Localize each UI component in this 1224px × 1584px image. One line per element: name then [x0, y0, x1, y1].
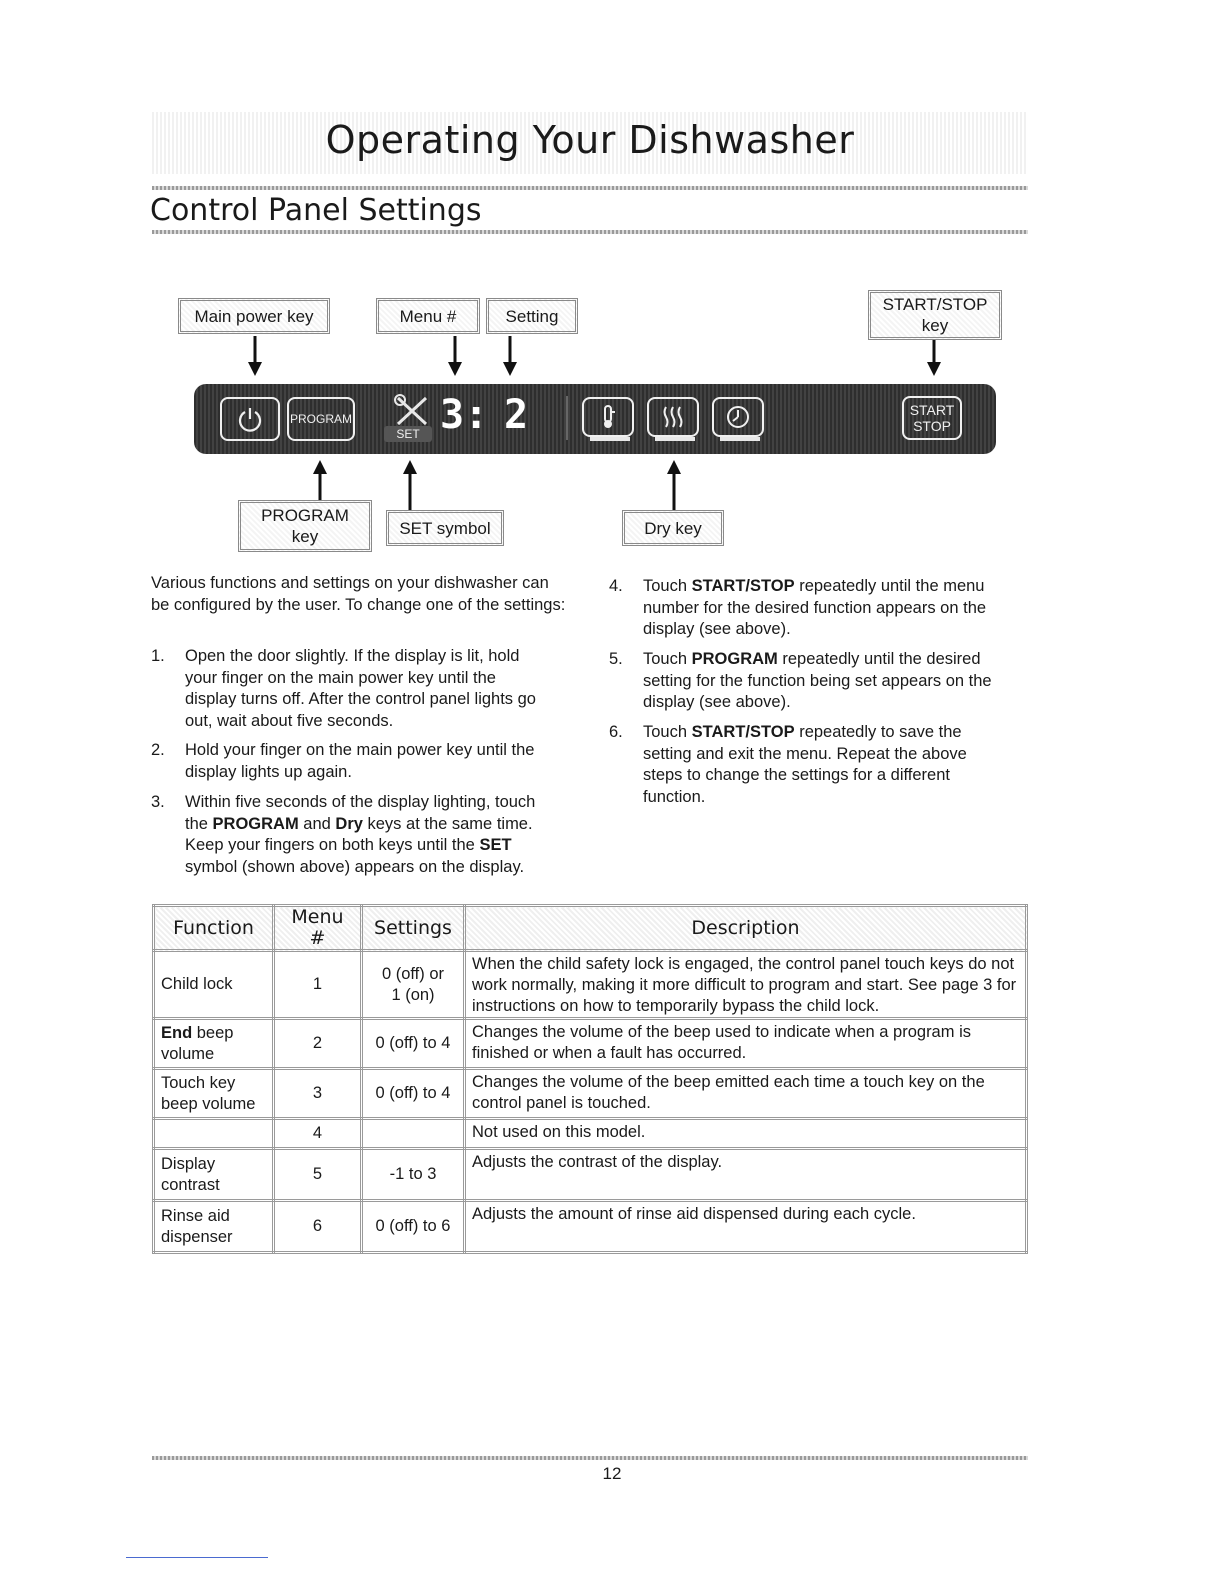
arrow-down-icon — [445, 336, 465, 378]
clock-icon — [725, 404, 751, 430]
footer-link-line — [126, 1557, 268, 1558]
panel-divider — [566, 396, 568, 440]
step-number: 5. — [609, 650, 623, 668]
description-cell: Changes the volume of the beep used to indicate when a program is finished or when a fault has occurred. — [465, 1019, 1027, 1069]
power-icon — [237, 406, 263, 432]
table-header: Settings — [362, 906, 465, 951]
step-line — [185, 835, 575, 857]
step-number: 3. — [151, 793, 165, 811]
arrow-up-icon — [400, 460, 420, 516]
callout-label: Menu # — [399, 306, 457, 326]
table-header-row — [154, 906, 1027, 951]
settings-cell: 0 (off) to 4 — [362, 1019, 465, 1069]
table-row — [154, 1119, 1027, 1149]
step-line: your finger on the main power key until the — [185, 668, 496, 687]
step-text-bold: Dry — [335, 814, 363, 833]
thermometer-icon — [598, 404, 618, 430]
step-text-run: repeatedly to save the — [794, 723, 962, 741]
function-cell — [154, 1119, 274, 1149]
set-symbol — [384, 426, 432, 442]
steam-icon — [660, 404, 686, 430]
description-cell: Not used on this model. — [465, 1119, 1027, 1149]
callout-main-power-key — [178, 298, 330, 334]
function-cell: Touch key beep volume — [154, 1069, 274, 1119]
callout-label: Dry key — [644, 518, 702, 538]
step-line: setting and exit the menu. Repeat the above — [643, 744, 967, 763]
table-header: Function — [154, 906, 274, 951]
settings-cell: -1 to 3 — [362, 1149, 465, 1201]
table-row — [154, 951, 1027, 1019]
step-line: Within five seconds of the display lighting, touch — [185, 793, 536, 811]
callout-label: SET symbol — [399, 518, 491, 538]
callout-label: key — [921, 316, 949, 335]
callout-label: key — [291, 527, 319, 546]
step-line: Open the door slightly. If the display is lit, hold — [185, 647, 520, 665]
step-number: 4. — [609, 577, 623, 595]
step-text-run: Touch — [643, 723, 692, 741]
setting-digit-display: 2 — [504, 392, 529, 438]
menu-cell: 2 — [274, 1019, 362, 1069]
callout-label: START/STOP — [882, 295, 988, 314]
step-line — [643, 722, 1033, 744]
callout-label: PROGRAM — [261, 506, 349, 525]
step-text — [185, 740, 575, 783]
function-text: beep volume — [161, 1023, 234, 1063]
step-line: display (see above). — [643, 620, 791, 639]
function-cell: Display contrast — [154, 1149, 274, 1201]
step-text-run: Keep your fingers on both keys until the — [185, 836, 480, 855]
callout-menu-number — [376, 298, 480, 334]
step-number: 1. — [151, 647, 165, 665]
step-number: 6. — [609, 723, 623, 741]
start-stop-key-label: STOP — [913, 418, 951, 434]
wrench-screwdriver-icon — [392, 394, 432, 428]
delay-start-key[interactable] — [712, 397, 764, 437]
table-row — [154, 1201, 1027, 1253]
step-text-run: repeatedly until the menu — [794, 577, 985, 595]
step-text-run: keys at the same time. — [362, 814, 533, 833]
callout-label: Setting — [505, 306, 559, 326]
step-line: function. — [643, 787, 706, 806]
menu-cell: 4 — [274, 1119, 362, 1149]
function-cell — [154, 1019, 274, 1069]
settings-cell — [362, 1119, 465, 1149]
step-line: display (see above). — [643, 693, 791, 712]
temperature-key[interactable] — [582, 397, 634, 437]
arrow-down-icon — [500, 336, 520, 378]
step-line: display turns off. After the control panel lights go — [185, 690, 536, 709]
callout-setting — [486, 298, 578, 334]
callout-label: Main power key — [194, 306, 314, 326]
step-text — [643, 649, 1033, 714]
temperature-key-indicator — [590, 437, 630, 441]
menu-cell: 1 — [274, 951, 362, 1019]
table-row — [154, 1149, 1027, 1201]
program-key[interactable] — [287, 397, 355, 441]
step-text-run: and — [298, 814, 336, 833]
menu-digit-display: 3: — [440, 392, 489, 438]
step-line: steps to change the settings for a different — [643, 766, 950, 785]
step-line: out, wait about five seconds. — [185, 711, 394, 730]
step-line — [643, 649, 1033, 671]
step-line: Hold your finger on the main power key until the — [185, 741, 535, 759]
section-rule — [152, 230, 1028, 234]
title-rule — [152, 186, 1028, 190]
settings-line: 0 (off) or — [381, 964, 445, 983]
arrow-down-icon — [924, 340, 944, 378]
step-text — [643, 722, 1033, 808]
arrow-up-icon — [664, 460, 684, 512]
callout-dry-key — [622, 510, 724, 546]
callout-set-symbol — [386, 510, 504, 546]
function-cell: Rinse aid dispenser — [154, 1201, 274, 1253]
step-text-run: repeatedly until the desired — [777, 650, 981, 668]
start-stop-key[interactable] — [902, 396, 962, 440]
intro-paragraph: Various functions and settings on your dishwasher can be configured by the user. To change one of the settings: — [151, 574, 566, 614]
description-cell: Adjusts the contrast of the display. — [465, 1149, 1027, 1201]
dry-key-indicator — [655, 437, 695, 441]
step-line — [185, 814, 575, 836]
settings-table — [152, 904, 1028, 1254]
step-line: number for the desired function appears on the — [643, 598, 987, 617]
step-line: setting for the function being set appears on the — [643, 671, 992, 690]
step-text-bold: PROGRAM — [691, 650, 778, 668]
function-bold: End — [161, 1023, 193, 1042]
description-cell: When the child safety lock is engaged, the control panel touch keys do not work normally, making it more difficult to program and start. See page 3 for instructions on how to temporarily bypass the child lock. — [465, 951, 1027, 1019]
step-text — [643, 576, 1033, 641]
arrow-down-icon — [245, 336, 265, 378]
start-stop-key-label: START — [909, 402, 955, 418]
step-text-run: Touch — [643, 650, 692, 668]
step-number: 2. — [151, 741, 165, 759]
page-title: Operating Your Dishwasher — [325, 118, 855, 162]
page-number: 12 — [602, 1464, 622, 1483]
arrow-up-icon — [310, 460, 330, 500]
callout-program-key — [238, 500, 372, 552]
function-cell: Child lock — [154, 951, 274, 1019]
set-symbol-label: SET — [396, 427, 420, 441]
menu-cell: 6 — [274, 1201, 362, 1253]
program-key-label: PROGRAM — [289, 412, 352, 426]
step-line: display lights up again. — [185, 762, 352, 781]
step-line — [643, 576, 1033, 598]
main-power-key[interactable] — [220, 397, 280, 441]
table-row — [154, 1069, 1027, 1119]
step-text-bold: PROGRAM — [212, 814, 299, 833]
step-text — [185, 792, 575, 878]
settings-cell: 0 (off) to 4 — [362, 1069, 465, 1119]
table-row — [154, 1019, 1027, 1069]
callout-start-stop-key — [868, 290, 1002, 340]
section-title: Control Panel Settings — [150, 193, 482, 228]
menu-cell: 3 — [274, 1069, 362, 1119]
settings-cell — [362, 951, 465, 1019]
settings-cell: 0 (off) to 6 — [362, 1201, 465, 1253]
step-text-run: Touch — [643, 577, 692, 595]
dry-key[interactable] — [647, 397, 699, 437]
step-text-run: the — [185, 814, 213, 833]
footer-rule — [152, 1456, 1028, 1460]
step-text-bold: START/STOP — [691, 723, 795, 741]
menu-cell: 5 — [274, 1149, 362, 1201]
settings-line: 1 (on) — [391, 985, 435, 1004]
step-text-bold: SET — [479, 836, 512, 855]
step-text — [185, 646, 575, 732]
step-text-bold: START/STOP — [691, 577, 795, 595]
table-header: Description — [465, 906, 1027, 951]
delay-start-key-indicator — [720, 437, 760, 441]
step-line: symbol (shown above) appears on the display. — [185, 857, 525, 876]
table-header: Menu # — [274, 906, 362, 951]
description-cell: Adjusts the amount of rinse aid dispensed during each cycle. — [465, 1201, 1027, 1253]
description-cell: Changes the volume of the beep emitted each time a touch key on the control panel is touched. — [465, 1069, 1027, 1119]
